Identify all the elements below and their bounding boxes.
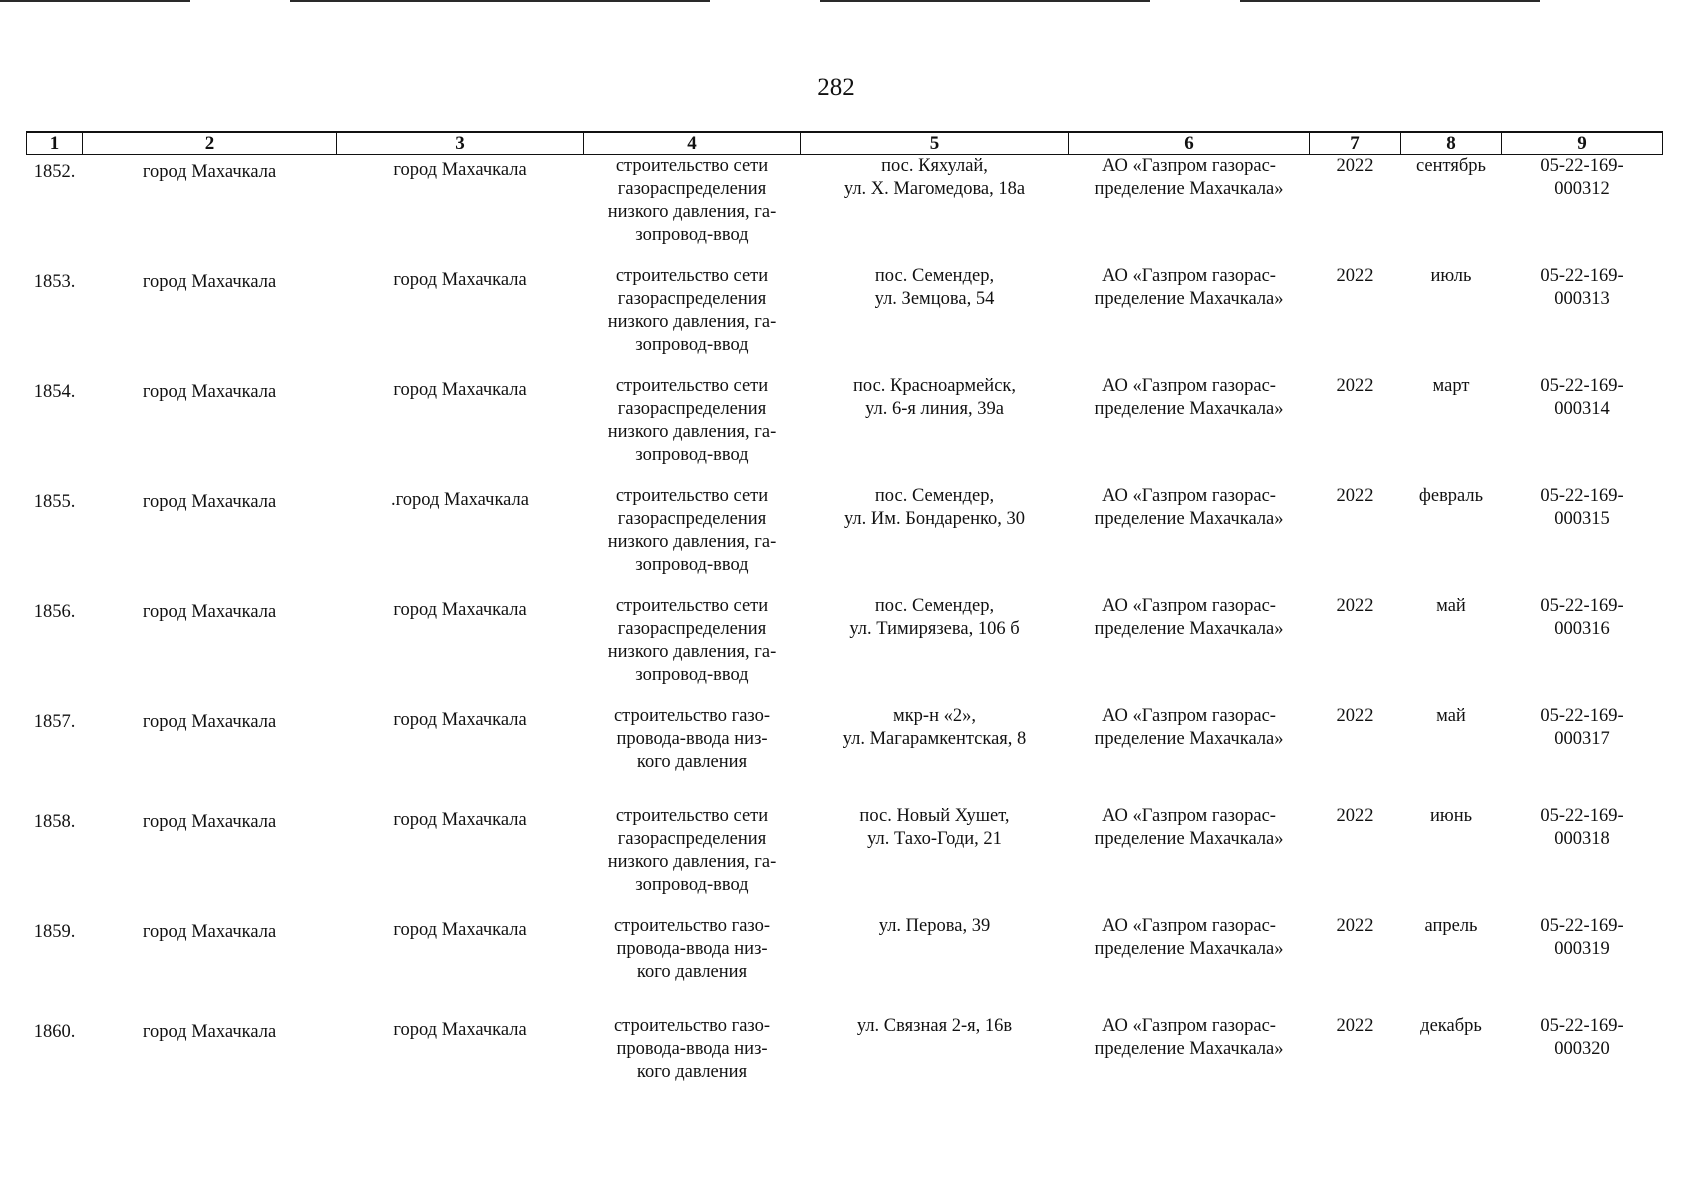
municipality-name: город Махачкала (393, 599, 527, 620)
work-description: строительство газо- провода-ввода низ- кого давления (613, 915, 771, 982)
column-header-4: 4 (584, 132, 801, 155)
registry-code: 05-22-169- 000317 (1540, 705, 1624, 749)
registry-code: 05-22-169- 000313 (1540, 265, 1624, 309)
region-name: город Махачкала (142, 601, 277, 622)
year: 2022 (1336, 805, 1374, 826)
scan-edge-line (820, 0, 1150, 2)
work-description: строительство сети газораспределения низкого давления, га- зопровод-ввод (607, 485, 777, 575)
municipality-name: город Махачкала (393, 1019, 527, 1040)
registry-code: 05-22-169- 000319 (1540, 915, 1624, 959)
scan-edge-line (1240, 0, 1540, 2)
registry-code: 05-22-169- 000320 (1540, 1015, 1624, 1059)
region-name: город Махачкала (142, 162, 277, 182)
organization-name: АО «Газпром газорас- пределение Махачкала» (1094, 805, 1284, 849)
organization-name: АО «Газпром газорас- пределение Махачкала» (1094, 265, 1284, 309)
organization-name: АО «Газпром газорас- пределение Махачкала» (1094, 705, 1284, 749)
object-address: пос. Семендер, ул. Земцова, 54 (874, 265, 995, 309)
region-name: город Махачкала (142, 1021, 277, 1042)
month: декабрь (1420, 1015, 1482, 1036)
row-number: 1857. (33, 711, 76, 732)
object-address: пос. Кяхулай, ул. Х. Магомедова, 18а (843, 156, 1026, 199)
registry-code: 05-22-169- 000312 (1540, 156, 1624, 199)
row-number: 1853. (33, 271, 76, 292)
month: апрель (1424, 915, 1478, 936)
table-row (27, 595, 1663, 705)
row-number: 1858. (33, 811, 76, 832)
column-header-6: 6 (1069, 132, 1310, 155)
registry-code: 05-22-169- 000315 (1540, 485, 1624, 529)
municipality-name: город Махачкала (393, 709, 527, 730)
table-row (27, 265, 1663, 375)
organization-name: АО «Газпром газорас- пределение Махачкала» (1094, 156, 1284, 199)
region-name: город Махачкала (142, 811, 277, 832)
table-row (27, 705, 1663, 805)
municipality-name: город Махачкала (393, 269, 527, 290)
registry-code: 05-22-169- 000316 (1540, 595, 1624, 639)
table-header (27, 132, 1663, 155)
table-body (27, 155, 1663, 1115)
page-number: 282 (817, 74, 855, 101)
month: сентябрь (1416, 156, 1486, 176)
registry-code: 05-22-169- 000318 (1540, 805, 1624, 849)
organization-name: АО «Газпром газорас- пределение Махачкала» (1094, 485, 1284, 529)
column-header-7: 7 (1310, 132, 1401, 155)
registry-code: 05-22-169- 000314 (1540, 375, 1624, 419)
work-description: строительство сети газораспределения низкого давления, га- зопровод-ввод (607, 595, 777, 685)
year: 2022 (1336, 485, 1374, 506)
table-row (27, 1015, 1663, 1115)
month: февраль (1418, 485, 1484, 506)
organization-name: АО «Газпром газорас- пределение Махачкала» (1094, 595, 1284, 639)
region-name: город Махачкала (142, 381, 277, 402)
municipality-name: город Махачкала (393, 160, 527, 180)
year: 2022 (1336, 375, 1374, 396)
column-header-8: 8 (1401, 132, 1502, 155)
month: июль (1430, 265, 1472, 286)
column-header-3: 3 (337, 132, 584, 155)
work-description: строительство газо- провода-ввода низ- кого давления (613, 705, 771, 772)
column-header-2: 2 (83, 132, 337, 155)
object-address: пос. Новый Хушет, ул. Тахо-Годи, 21 (859, 805, 1010, 849)
row-number: 1856. (33, 601, 76, 622)
year: 2022 (1336, 1015, 1374, 1036)
object-address: пос. Семендер, ул. Тимирязева, 106 б (849, 595, 1020, 639)
month: май (1436, 705, 1466, 726)
region-name: город Махачкала (142, 711, 277, 732)
object-address: мкр-н «2», ул. Магарамкентская, 8 (842, 705, 1027, 749)
month: март (1432, 375, 1470, 396)
object-address: пос. Красноармейск, ул. 6-я линия, 39а (852, 375, 1017, 419)
work-description: строительство сети газораспределения низкого давления, га- зопровод-ввод (607, 375, 777, 465)
row-number: 1852. (33, 162, 76, 182)
organization-name: АО «Газпром газорас- пределение Махачкала» (1094, 375, 1284, 419)
year: 2022 (1336, 265, 1374, 286)
scan-edge-line (0, 0, 190, 2)
year: 2022 (1336, 915, 1374, 936)
month: июнь (1429, 805, 1473, 826)
municipality-name: город Махачкала (393, 379, 527, 400)
year: 2022 (1336, 595, 1374, 616)
row-number: 1855. (33, 491, 76, 512)
organization-name: АО «Газпром газорас- пределение Махачкала» (1094, 1015, 1284, 1059)
scan-edge-line (290, 0, 710, 2)
work-description: строительство сети газораспределения низкого давления, га- зопровод-ввод (607, 265, 777, 355)
year: 2022 (1336, 156, 1374, 176)
row-number: 1859. (33, 921, 76, 942)
table-row (27, 915, 1663, 1015)
municipality-name: город Махачкала (393, 809, 527, 830)
column-header-5: 5 (801, 132, 1069, 155)
organization-name: АО «Газпром газорас- пределение Махачкала» (1094, 915, 1284, 959)
column-header-9: 9 (1502, 132, 1663, 155)
year: 2022 (1336, 705, 1374, 726)
municipality-name: город Махачкала (393, 919, 527, 940)
object-address: ул. Перова, 39 (878, 915, 991, 936)
region-name: город Махачкала (142, 491, 277, 512)
region-name: город Махачкала (142, 271, 277, 292)
work-description: строительство сети газораспределения низкого давления, га- зопровод-ввод (607, 156, 777, 245)
column-header-1: 1 (27, 132, 83, 155)
registry-table (26, 131, 1663, 1115)
row-number: 1860. (33, 1021, 76, 1042)
month: май (1436, 595, 1466, 616)
table-row (27, 375, 1663, 485)
object-address: пос. Семендер, ул. Им. Бондаренко, 30 (843, 485, 1026, 529)
table-row (27, 805, 1663, 915)
work-description: строительство газо- провода-ввода низ- кого давления (613, 1015, 771, 1082)
region-name: город Махачкала (142, 921, 277, 942)
work-description: строительство сети газораспределения низкого давления, га- зопровод-ввод (607, 805, 777, 895)
table-row (27, 485, 1663, 595)
object-address: ул. Связная 2-я, 16в (856, 1015, 1013, 1036)
municipality-name: .город Махачкала (391, 489, 529, 510)
row-number: 1854. (33, 381, 76, 402)
table-row (27, 155, 1663, 265)
